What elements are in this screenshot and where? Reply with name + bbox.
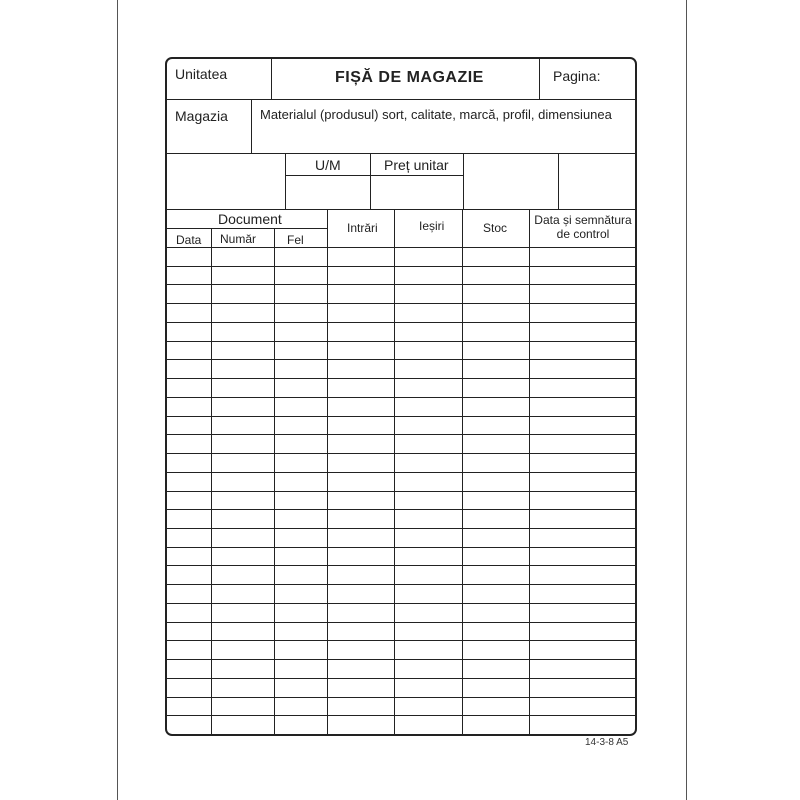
col-outputs-header: Ieșiri <box>419 219 445 233</box>
table-row-line <box>167 341 635 342</box>
divider <box>251 99 252 153</box>
col-signature-line2: de control <box>556 227 610 241</box>
table-row-line <box>167 322 635 323</box>
table-row-line <box>167 715 635 716</box>
divider <box>167 153 635 154</box>
col-signature-header <box>531 213 635 241</box>
table-row-line <box>167 247 635 248</box>
divider <box>370 153 371 209</box>
material-label: Materialul (produsul) sort, calitate, marcă, profil, dimensiunea <box>260 107 612 122</box>
table-row-line <box>167 359 635 360</box>
table-row-line <box>167 453 635 454</box>
divider <box>167 209 635 210</box>
um-label: U/M <box>315 157 341 173</box>
table-row-line <box>167 697 635 698</box>
table-row-line <box>167 303 635 304</box>
table-row-line <box>167 640 635 641</box>
col-date-header: Data <box>176 233 202 247</box>
divider <box>167 228 327 229</box>
table-row-line <box>167 378 635 379</box>
divider <box>558 153 559 209</box>
col-type-header: Fel <box>287 233 304 247</box>
table-row-line <box>167 659 635 660</box>
table-row-line <box>167 416 635 417</box>
col-number-header: Număr <box>220 232 257 246</box>
unit-label: Unitatea <box>175 66 228 82</box>
table-row-line <box>167 509 635 510</box>
divider <box>539 59 540 99</box>
table-row-line <box>167 678 635 679</box>
table-row-line <box>167 622 635 623</box>
table-row-line <box>167 584 635 585</box>
table-row-line <box>167 434 635 435</box>
divider <box>463 153 464 209</box>
divider <box>167 99 635 100</box>
col-inputs-header: Intrări <box>347 221 378 235</box>
table-row-line <box>167 266 635 267</box>
table-row-line <box>167 565 635 566</box>
col-signature-line1: Data și semnătura <box>534 213 632 227</box>
form-code: 14-3-8 A5 <box>585 737 629 748</box>
col-stock-header: Stoc <box>483 221 508 235</box>
table-row-line <box>167 472 635 473</box>
table-row-line <box>167 491 635 492</box>
unit-price-label: Preț unitar <box>384 157 449 173</box>
stock-card-form <box>165 57 637 736</box>
document-group-header: Document <box>218 211 282 227</box>
table-row-line <box>167 397 635 398</box>
divider <box>271 59 272 99</box>
page-label: Pagina: <box>553 68 601 84</box>
warehouse-label: Magazia <box>175 108 228 124</box>
table-row-line <box>167 528 635 529</box>
table-row-line <box>167 284 635 285</box>
form-title: FIȘĂ DE MAGAZIE <box>335 69 484 86</box>
divider <box>285 153 286 209</box>
divider <box>285 175 463 176</box>
table-row-line <box>167 547 635 548</box>
table-row-line <box>167 603 635 604</box>
